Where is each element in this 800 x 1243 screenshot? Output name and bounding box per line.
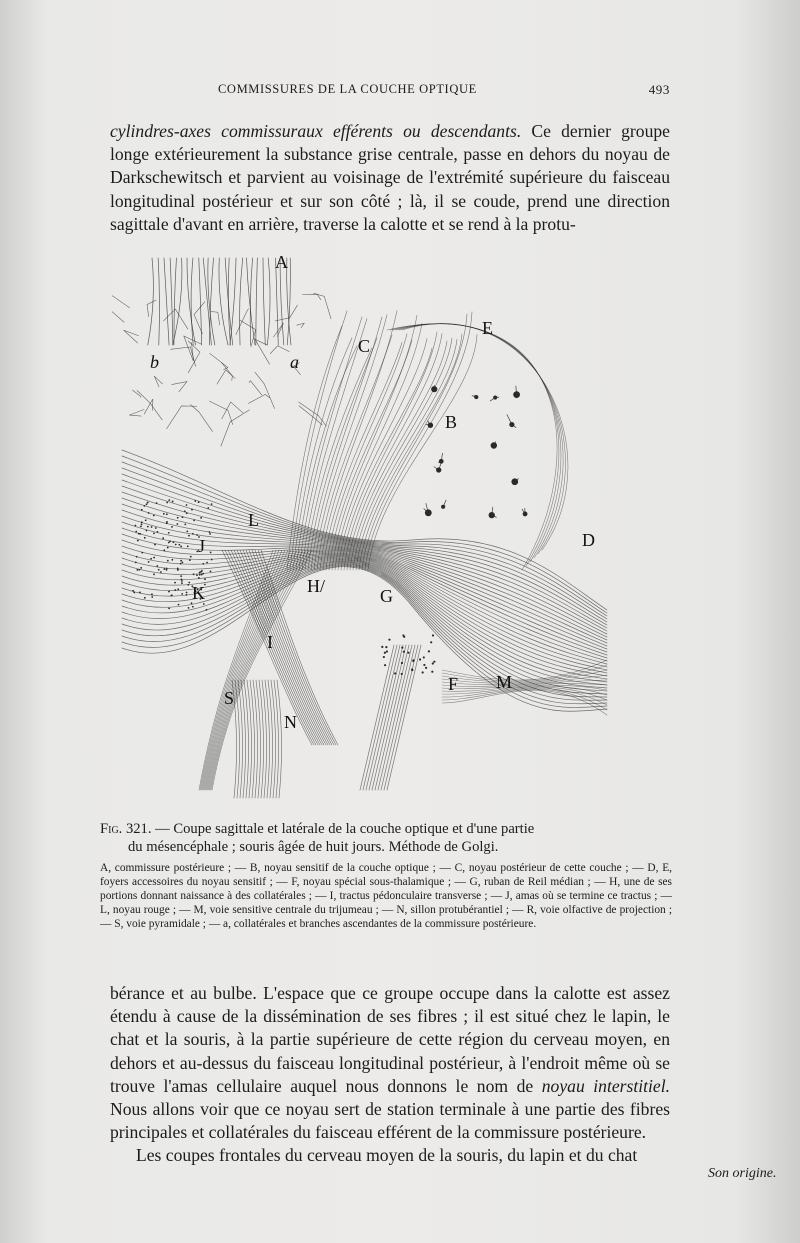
running-title: COMMISSURES DE LA COUCHE OPTIQUE <box>218 82 477 96</box>
label-C: C <box>358 336 371 356</box>
figure-number: Fig. 321. <box>100 821 152 837</box>
paragraph-1-end: Nous allons voir que ce noyau sert de station terminale à une partie des fibres principales et collatérales du faisceau efférent de la commissure postérieure. <box>110 1099 670 1143</box>
label-D: D <box>582 530 595 550</box>
figure-golgi-drawing <box>112 250 612 805</box>
caption-line-2: du mésencéphale ; souris âgée de huit jours. Méthode de Golgi. <box>128 839 499 855</box>
page-number: 493 <box>648 82 670 97</box>
bottom-text <box>110 982 670 1168</box>
label-M: M <box>496 672 513 692</box>
label-G: G <box>380 586 393 606</box>
paragraph-continuation <box>110 120 670 236</box>
italic-lead: cylindres-axes commissuraux efférents ou descendants. <box>110 121 522 141</box>
label-H: H/ <box>307 576 325 596</box>
histology-illustration <box>112 250 612 805</box>
paragraph-1 <box>110 982 670 1144</box>
legend-text: A, commissure postérieure ; — B, noyau sensitif de la couche optique ; — C, noyau postérieur de cette couche ; — D, E, foyers accessoires du noyau sensitif ; — F, noyau spécial sous-thalamique ; — G, ruban de Reil médian ; — H, une de ses portions donnant naissance à des collatérales ; — I, tractus pédonculaire transverse ; — J, amas où se termine ce tractus ; — L, noyau rouge ; — M, voie sensitive centrale du trijumeau ; — N, sillon protubérantiel ; — R, voie olfactive de projection ; — S, voie pyramidale ; — a, collatérales et branches ascendantes de la commissure postérieure. <box>100 862 672 930</box>
label-I: I <box>267 632 273 652</box>
label-B: B <box>445 412 458 432</box>
figure-caption <box>100 820 675 856</box>
label-E: E <box>482 318 493 338</box>
label-a: a <box>290 352 299 372</box>
label-L: L <box>248 510 259 530</box>
margin-note: Son origine. <box>708 1166 777 1181</box>
label-b: b <box>150 352 159 372</box>
italic-term: noyau interstitiel. <box>541 1075 671 1096</box>
paragraph-text: Ce dernier groupe longe extérieurement la substance grise centrale, passe en dehors du noyau de Darkschewitsch et parvient au voisinage de l'extrémité supérieure du faisceau longitudinal postérieur et sur son côté ; là, il se coude, prend une direction sagittale d'avant en arrière, traverse la calotte et se rend à la protu- <box>110 121 670 234</box>
label-A: A <box>275 252 288 272</box>
label-K: K <box>192 583 205 603</box>
top-paragraph <box>110 120 670 236</box>
label-N: N <box>284 712 297 732</box>
paragraph-1-text: bérance et au bulbe. L'espace que ce groupe occupe dans la calotte est assez étendu à cause de la dissémination de ses fibres ; il est situé chez le lapin, le chat et la souris, à la partie supérieure de cette région du cerveau moyen, en dehors et au-dessus du faisceau longitudinal postérieur, à l'endroit même où se trouve l'amas cellulaire auquel nous donnons le nom de <box>110 983 670 1096</box>
figure-legend <box>100 862 672 932</box>
label-S: S <box>224 688 235 708</box>
caption-line-1: — Coupe sagittale et latérale de la couche optique et d'une partie <box>151 821 535 837</box>
label-J: J <box>198 536 206 556</box>
paragraph-2: Les coupes frontales du cerveau moyen de la souris, du lapin et du chat <box>136 1145 638 1166</box>
label-F: F <box>448 674 459 694</box>
